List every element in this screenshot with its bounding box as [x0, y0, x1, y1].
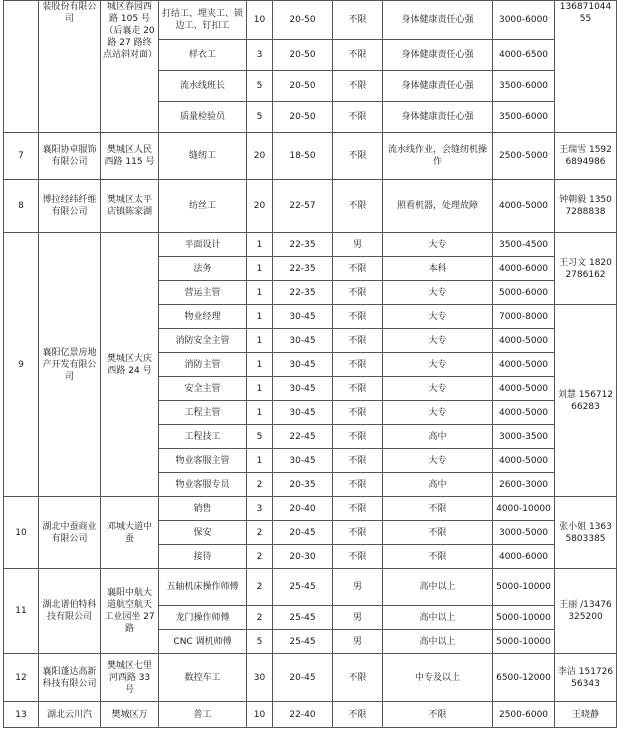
job-salary: 6500-12000: [493, 654, 555, 702]
job-gender: 不限: [333, 71, 383, 102]
job-gender: 不限: [333, 377, 383, 401]
job-requirement: 大专: [383, 233, 493, 257]
contact: 刘慧 15671266283: [555, 305, 617, 497]
job-salary: 2500-5000: [493, 133, 555, 180]
job-gender: 不限: [333, 449, 383, 473]
job-requirement: 身体健康责任心强: [383, 102, 493, 133]
job-age: 22-45: [273, 425, 333, 449]
job-requirement: 身体健康责任心强: [383, 40, 493, 71]
job-age: 22-35: [273, 281, 333, 305]
job-title: 质量检验员: [159, 102, 247, 133]
job-title: 纺丝工: [159, 180, 247, 233]
job-title: 安全主管: [159, 377, 247, 401]
job-requirement: 流水线作业，会缝纫机操作: [383, 133, 493, 180]
job-gender: 不限: [333, 102, 383, 133]
job-title: 打结工、埋夹工、锁边工、钉扣工: [159, 1, 247, 40]
job-title: 消防主管: [159, 353, 247, 377]
job-gender: 男: [333, 569, 383, 606]
job-title: 物业客服专员: [159, 473, 247, 497]
job-age: 20-50: [273, 1, 333, 40]
job-requirement: 大专: [383, 353, 493, 377]
job-age: 20-35: [273, 473, 333, 497]
company-name: 湖北谱伯特科技有限公司: [39, 569, 101, 654]
job-age: 20-45: [273, 521, 333, 545]
table-row: [4, 654, 617, 702]
job-requirement: 身体健康责任心强: [383, 1, 493, 40]
job-gender: 不限: [333, 425, 383, 449]
job-salary: 4000-10000: [493, 497, 555, 521]
job-salary: 3500-6000: [493, 102, 555, 133]
job-count: 1: [247, 281, 273, 305]
job-age: 20-50: [273, 102, 333, 133]
contact: 王瑞雪 15926894986: [555, 133, 617, 180]
company-address: 樊城区大庆西路 24 号: [101, 233, 159, 497]
job-salary: 3500-4500: [493, 233, 555, 257]
job-age: 20-50: [273, 71, 333, 102]
table-row: [4, 569, 617, 606]
job-salary: 4000-5000: [493, 329, 555, 353]
job-title: 缝纫工: [159, 133, 247, 180]
job-requirement: 大专: [383, 449, 493, 473]
job-gender: 不限: [333, 353, 383, 377]
job-age: 20-40: [273, 497, 333, 521]
job-salary: 3000-6000: [493, 1, 555, 40]
table-row: [4, 133, 617, 180]
job-salary: 3000-5000: [493, 521, 555, 545]
job-gender: 不限: [333, 521, 383, 545]
job-salary: 2500-6000: [493, 702, 555, 728]
job-age: 25-45: [273, 630, 333, 654]
job-gender: 不限: [333, 401, 383, 425]
job-count: 3: [247, 497, 273, 521]
job-gender: 不限: [333, 40, 383, 71]
job-gender: 不限: [333, 1, 383, 40]
job-requirement: 不限: [383, 702, 493, 728]
job-requirement: 身体健康责任心强: [383, 71, 493, 102]
company-name: 襄阳亿景房地产开发有限公司: [39, 233, 101, 497]
job-gender: 不限: [333, 473, 383, 497]
job-count: 5: [247, 425, 273, 449]
job-count: 2: [247, 521, 273, 545]
job-age: 25-45: [273, 606, 333, 630]
job-age: 30-45: [273, 353, 333, 377]
job-count: 5: [247, 102, 273, 133]
job-count: 1: [247, 377, 273, 401]
job-title: 销售: [159, 497, 247, 521]
job-count: 20: [247, 180, 273, 233]
job-title: 平面设计: [159, 233, 247, 257]
job-count: 1: [247, 449, 273, 473]
job-gender: 不限: [333, 180, 383, 233]
job-gender: 不限: [333, 497, 383, 521]
job-age: 22-57: [273, 180, 333, 233]
job-age: 22-40: [273, 702, 333, 728]
company-address: 邓城大道中蚕: [101, 497, 159, 569]
job-title: 接待: [159, 545, 247, 569]
contact: 张小姐 13635803385: [555, 497, 617, 569]
job-salary: 4000-5000: [493, 353, 555, 377]
job-title: 工程主管: [159, 401, 247, 425]
job-title: 数控车工: [159, 654, 247, 702]
recruitment-table: [3, 0, 617, 728]
job-salary: 4000-6000: [493, 257, 555, 281]
job-salary: 4000-6500: [493, 40, 555, 71]
job-age: 22-35: [273, 233, 333, 257]
row-number: 9: [4, 233, 39, 497]
job-title: 样衣工: [159, 40, 247, 71]
job-age: 20-30: [273, 545, 333, 569]
row-number: [4, 1, 39, 133]
job-age: 30-45: [273, 305, 333, 329]
job-requirement: 高中: [383, 425, 493, 449]
job-count: 10: [247, 1, 273, 40]
job-age: 30-45: [273, 401, 333, 425]
job-title: 工程技工: [159, 425, 247, 449]
company-address: 城区春园西路 105 号（后襄走 20 路 27 路终点站斜对面）: [101, 1, 159, 133]
company-address: 樊城区七里河西路 33 号: [101, 654, 159, 702]
job-count: 3: [247, 40, 273, 71]
job-requirement: 高中: [383, 473, 493, 497]
table-row: [4, 497, 617, 521]
job-requirement: 大专: [383, 305, 493, 329]
job-requirement: 本科: [383, 257, 493, 281]
job-title: 营运主管: [159, 281, 247, 305]
job-count: 2: [247, 606, 273, 630]
job-salary: 5000-10000: [493, 630, 555, 654]
job-age: 30-45: [273, 377, 333, 401]
job-count: 1: [247, 257, 273, 281]
job-salary: 4000-5000: [493, 180, 555, 233]
job-salary: 5000-6000: [493, 281, 555, 305]
row-number: 11: [4, 569, 39, 654]
company-address: 樊城区太平店镇陈家湖: [101, 180, 159, 233]
job-salary: 5000-10000: [493, 569, 555, 606]
job-requirement: 高中以上: [383, 606, 493, 630]
job-salary: 7000-8000: [493, 305, 555, 329]
job-salary: 3000-3500: [493, 425, 555, 449]
job-age: 18-50: [273, 133, 333, 180]
job-title: 流水线班长: [159, 71, 247, 102]
company-name: 湖北云川汽: [39, 702, 101, 728]
job-gender: 不限: [333, 281, 383, 305]
job-count: 1: [247, 305, 273, 329]
job-count: 5: [247, 71, 273, 102]
job-count: 2: [247, 473, 273, 497]
job-age: 25-45: [273, 569, 333, 606]
job-gender: 男: [333, 630, 383, 654]
job-salary: 3500-6000: [493, 71, 555, 102]
company-address: 樊城区人民西路 115 号: [101, 133, 159, 180]
job-salary: 5000-10000: [493, 606, 555, 630]
job-salary: 4000-6000: [493, 545, 555, 569]
job-salary: 4000-5000: [493, 449, 555, 473]
contact: 王习文 18202786162: [555, 233, 617, 305]
job-salary: 4000-5000: [493, 401, 555, 425]
company-name: 装股份有限公司: [39, 1, 101, 133]
contact: 李洁 15172656343: [555, 654, 617, 702]
table-row: [4, 1, 617, 40]
job-salary: 2600-3000: [493, 473, 555, 497]
job-salary: 4000-5000: [493, 377, 555, 401]
job-title: 消防安全主管: [159, 329, 247, 353]
job-age: 20-45: [273, 654, 333, 702]
table-row: [4, 180, 617, 233]
table-row: [4, 233, 617, 257]
company-name: 襄阳蓬达高新科技有限公司: [39, 654, 101, 702]
job-count: 20: [247, 133, 273, 180]
job-gender: 不限: [333, 545, 383, 569]
job-gender: 不限: [333, 305, 383, 329]
job-count: 5: [247, 630, 273, 654]
row-number: 12: [4, 654, 39, 702]
contact: 王晓静: [555, 702, 617, 728]
job-requirement: 不限: [383, 497, 493, 521]
job-gender: 不限: [333, 329, 383, 353]
job-requirement: 中专及以上: [383, 654, 493, 702]
job-count: 2: [247, 569, 273, 606]
company-address: 樊城区万: [101, 702, 159, 728]
job-gender: 不限: [333, 257, 383, 281]
job-count: 30: [247, 654, 273, 702]
job-title: 普工: [159, 702, 247, 728]
job-gender: 男: [333, 233, 383, 257]
job-age: 20-50: [273, 40, 333, 71]
job-requirement: 高中以上: [383, 569, 493, 606]
job-requirement: 大专: [383, 377, 493, 401]
job-title: 保安: [159, 521, 247, 545]
company-name: 博拉经纬纤维有限公司: [39, 180, 101, 233]
contact: 王丽 /13476325200: [555, 569, 617, 654]
job-title: CNC 调机师傅: [159, 630, 247, 654]
contact: 钟朝毅 13507288838: [555, 180, 617, 233]
job-title: 物业客服主管: [159, 449, 247, 473]
job-age: 30-45: [273, 329, 333, 353]
job-title: 龙门操作师傅: [159, 606, 247, 630]
job-gender: 男: [333, 606, 383, 630]
job-age: 30-45: [273, 449, 333, 473]
job-requirement: 大专: [383, 281, 493, 305]
job-gender: 不限: [333, 702, 383, 728]
job-age: 22-35: [273, 257, 333, 281]
job-count: 2: [247, 545, 273, 569]
job-requirement: 高中以上: [383, 630, 493, 654]
job-count: 1: [247, 353, 273, 377]
job-count: 1: [247, 329, 273, 353]
contact: 13687104455: [555, 1, 617, 133]
job-gender: 不限: [333, 133, 383, 180]
row-number: 8: [4, 180, 39, 233]
job-requirement: 不限: [383, 545, 493, 569]
job-gender: 不限: [333, 654, 383, 702]
job-title: 物业经理: [159, 305, 247, 329]
row-number: 13: [4, 702, 39, 728]
job-count: 1: [247, 401, 273, 425]
job-requirement: 大专: [383, 401, 493, 425]
company-name: 襄阳协卓服饰有限公司: [39, 133, 101, 180]
company-name: 湖北中蚕商业有限公司: [39, 497, 101, 569]
job-requirement: 大专: [383, 329, 493, 353]
job-requirement: 照看机器，处理故障: [383, 180, 493, 233]
job-requirement: 不限: [383, 521, 493, 545]
job-title: 法务: [159, 257, 247, 281]
row-number: 10: [4, 497, 39, 569]
job-count: 1: [247, 233, 273, 257]
company-address: 襄阳中航大道航空航天工业园坐 27 路: [101, 569, 159, 654]
row-number: 7: [4, 133, 39, 180]
table-row: [4, 702, 617, 728]
job-title: 五轴机床操作师傅: [159, 569, 247, 606]
job-count: 10: [247, 702, 273, 728]
